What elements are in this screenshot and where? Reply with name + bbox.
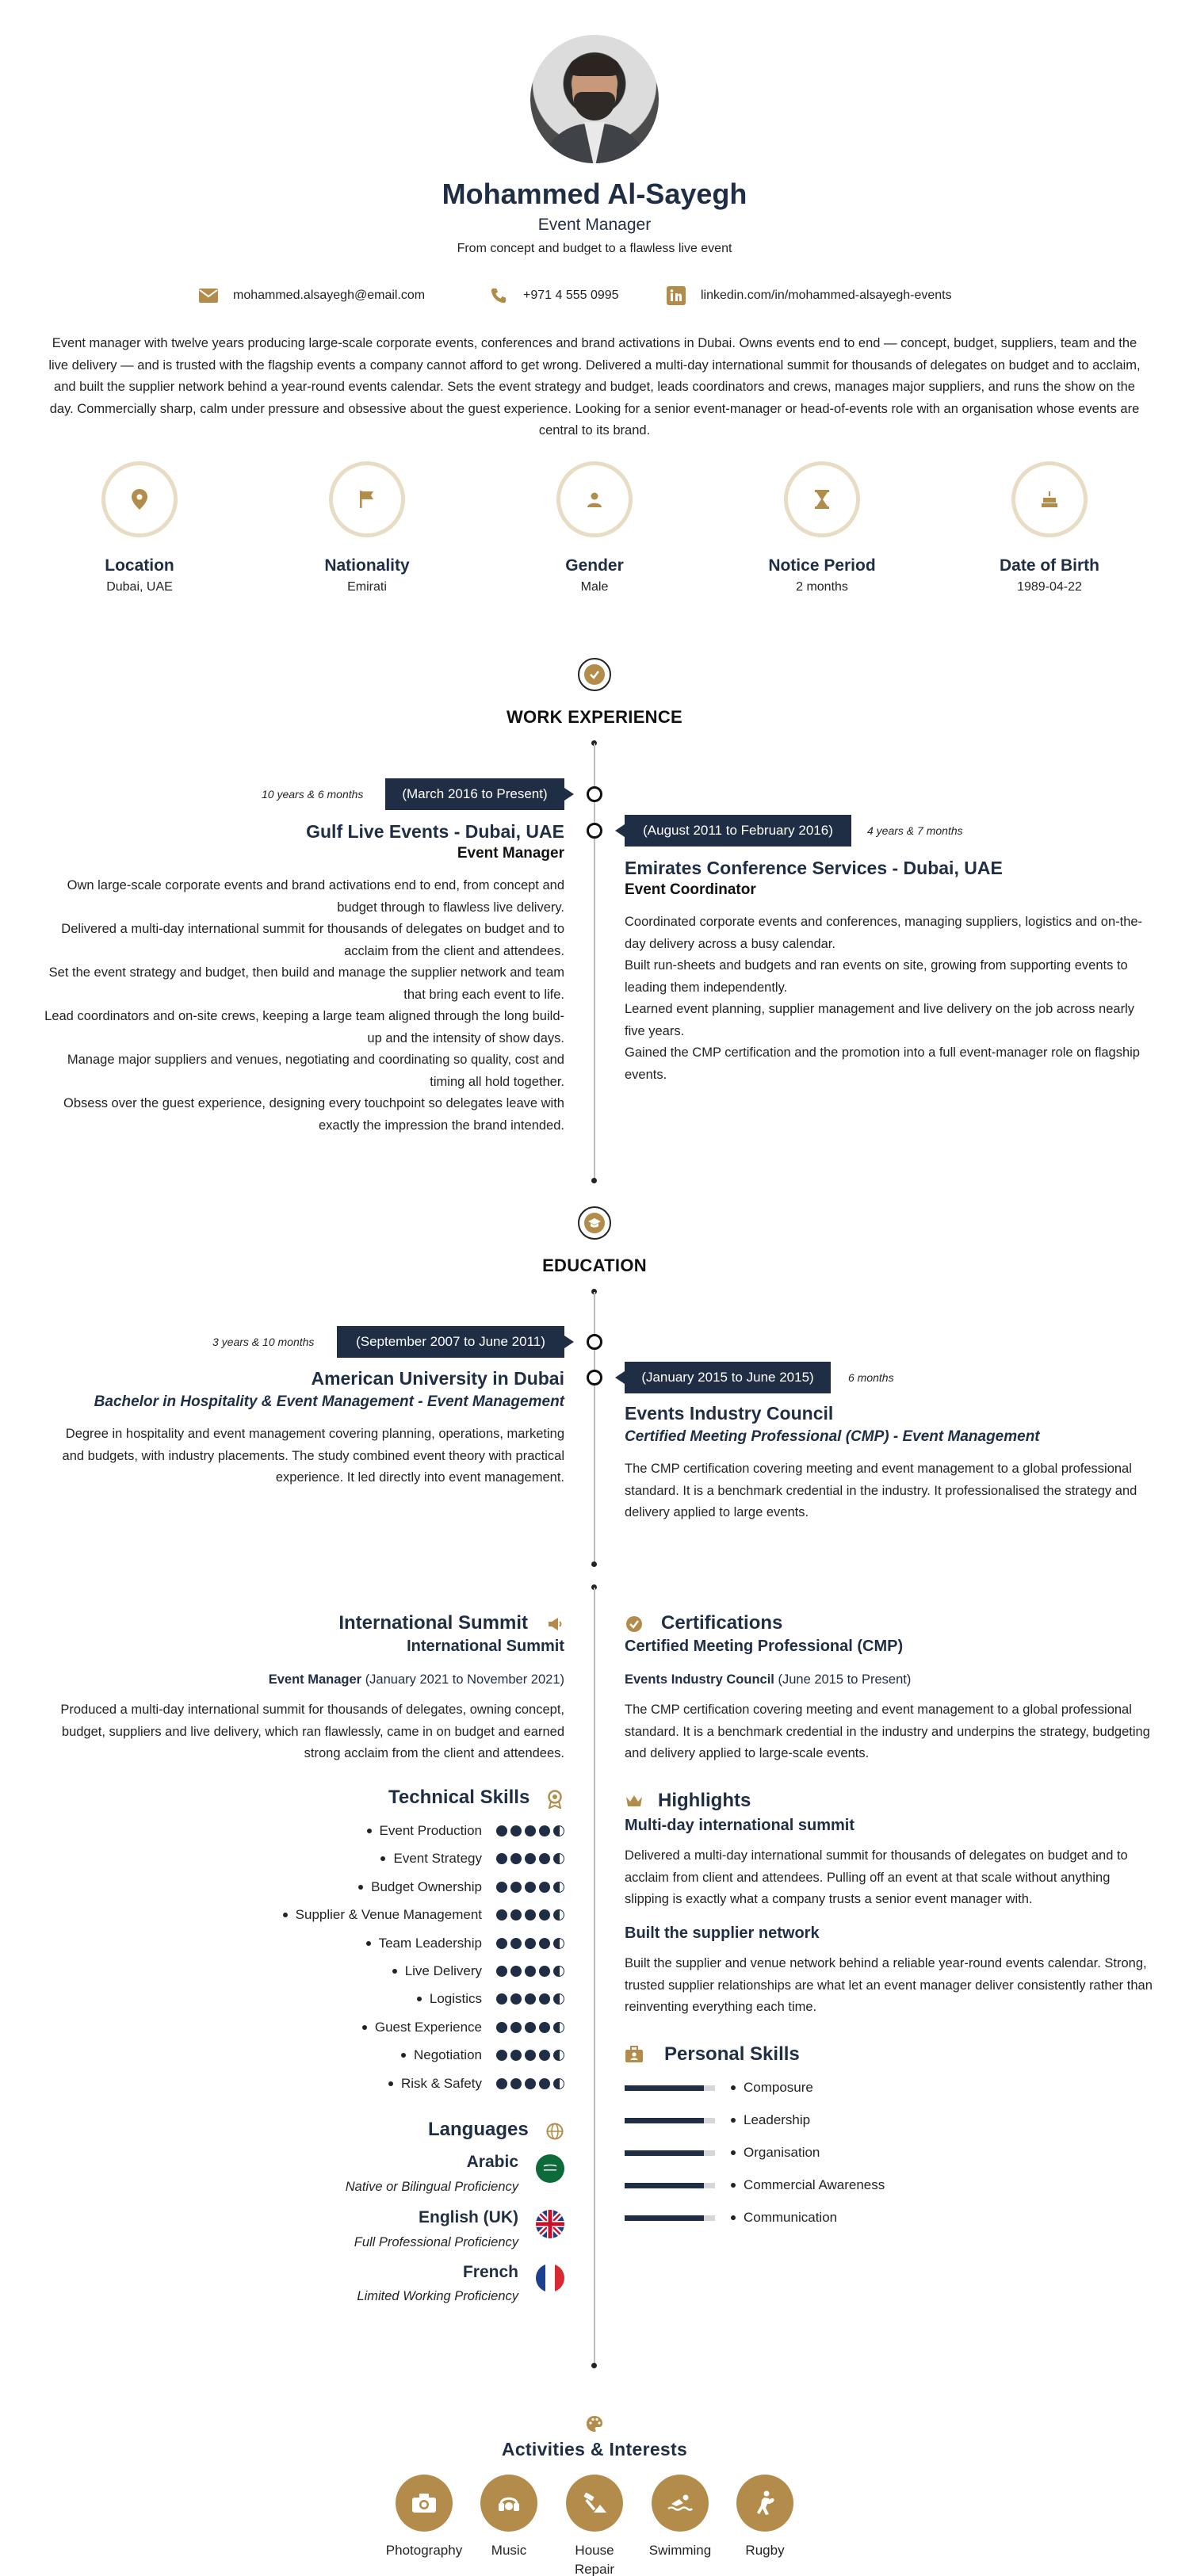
contact-phone[interactable] [488, 285, 619, 306]
linkedin-icon [666, 285, 686, 306]
certifications-heading: Certifications [661, 1612, 783, 1634]
bullet-icon [731, 2215, 736, 2220]
swimming-icon [667, 2493, 694, 2513]
rating-dot [525, 1966, 536, 1977]
rating-dot [525, 2050, 536, 2061]
edu-degree: Bachelor in Hospitality & Event Management - Event Management [94, 1393, 564, 1410]
megaphone-icon [545, 1615, 564, 1634]
rating-dot [525, 1993, 536, 2005]
skill-rating [496, 1853, 564, 1864]
technical-skill-name: Budget Ownership [371, 1878, 482, 1894]
candidate-role: Event Manager [537, 216, 652, 234]
rating-dot [553, 1966, 564, 1977]
fact-value: Emirati [347, 580, 387, 594]
technical-skill-row [283, 1905, 564, 1924]
personal-skill-row [625, 2176, 885, 2195]
job-bullet: Set the event strategy and budget, then build and manage the supplier network and team that bring each event to life. [48, 965, 564, 1002]
fact-nationality [288, 461, 446, 594]
skill-rating [496, 1938, 564, 1949]
project-description: Produced a multi-day international summit for thousands of delegates, owning concept, budget, suppliers and live delivery, which ran flawlessly, came in on budget and earned strong acclaim from the client and attendees. [60, 1703, 564, 1760]
language-level: Limited Working Proficiency [357, 2289, 518, 2303]
technical-skills-heading: Technical Skills [388, 1787, 530, 1808]
language-name: English (UK) [419, 2208, 518, 2226]
interest-rugby [721, 2475, 809, 2560]
edu-school: American University in Dubai [311, 1368, 564, 1389]
skill-level-bar [625, 2150, 715, 2156]
music-icon [496, 2491, 522, 2515]
languages-heading: Languages [428, 2119, 529, 2140]
bullet-icon [392, 1969, 397, 1974]
job-duration: 10 years & 6 months [262, 788, 364, 801]
resume-header [0, 0, 1189, 460]
bullet-icon [731, 2150, 736, 2155]
rating-dot [525, 1882, 536, 1893]
contact-linkedin[interactable] [666, 285, 952, 306]
skill-rating [496, 1882, 564, 1893]
technical-skill-row [392, 1962, 564, 1981]
education-timeline-line [594, 1292, 595, 1565]
palette-icon [585, 2414, 604, 2433]
rating-dot [525, 2078, 536, 2089]
rating-dot [525, 2022, 536, 2033]
language-level: Full Professional Proficiency [354, 2235, 518, 2249]
quick-facts [0, 461, 1189, 604]
technical-skill-name: Event Production [379, 1823, 482, 1838]
fact-value: Male [580, 580, 609, 594]
globe-icon [545, 2122, 564, 2141]
rating-dot [553, 1938, 564, 1949]
rating-dot [510, 1966, 522, 1977]
job-bullet: Built run-sheets and budgets and ran events on site, growing from supporting events to leading them independently. [625, 958, 1128, 995]
technical-skill-name: Negotiation [413, 2047, 482, 2063]
rating-dot [496, 1938, 507, 1949]
work-timeline-line [594, 743, 595, 1181]
language-name: Arabic [466, 2153, 518, 2171]
rating-dot [553, 2050, 564, 2061]
contact-email[interactable] [198, 285, 425, 306]
project-role: Event Manager [268, 1672, 362, 1687]
skill-rating [496, 2050, 564, 2061]
briefcase-person-icon [625, 2045, 644, 2064]
bullet-icon [401, 2053, 406, 2058]
certification-description: The CMP certification covering meeting and event management to a global professional standard. It is a benchmark credential in the industry and underpins the strategy, budgeting and delivery applied to large-scale events. [625, 1703, 1150, 1760]
highlight-title: Built the supplier network [625, 1924, 820, 1942]
language-level: Native or Bilingual Proficiency [345, 2180, 518, 2194]
hourglass-icon [815, 490, 829, 509]
skill-level-fill [625, 2085, 704, 2091]
skill-rating [496, 2078, 564, 2089]
rating-dot [553, 1909, 564, 1921]
personal-skill-row [625, 2111, 810, 2130]
job-position: Event Coordinator [625, 881, 756, 898]
rating-dot [496, 1993, 507, 2005]
education-section-title: EDUCATION [542, 1256, 647, 1275]
rating-dot [510, 1882, 522, 1893]
edu-school: Events Industry Council [625, 1403, 834, 1424]
job-bullet: Learned event planning, supplier management and live delivery on the job across nearly five years. [625, 1002, 1134, 1038]
bullet-icon [731, 2118, 736, 2123]
highlight-text: Built the supplier and venue network behind a reliable year-round events calendar. Strong, trusted supplier relationships are what let an event manager deliver consistently rather than reinventing everything each time. [625, 1956, 1153, 2014]
bullet-icon [380, 1856, 385, 1861]
work-section-icon [578, 658, 611, 691]
france-flag-icon [536, 2264, 564, 2292]
project-heading: International Summit [338, 1612, 528, 1634]
linkedin-text[interactable]: linkedin.com/in/mohammed-alsayegh-events [701, 289, 952, 302]
job-dates: (March 2016 to Present) [385, 778, 564, 810]
interest-swimming [637, 2475, 724, 2560]
work-section-title: WORK EXPERIENCE [506, 707, 683, 727]
rating-dot [539, 1853, 550, 1864]
job-bullet: Manage major suppliers and venues, negotiating and coordinating so quality, cost and timing all hold together. [67, 1053, 564, 1089]
rating-dot [496, 2022, 507, 2033]
interest-label: House Repair [574, 2543, 615, 2576]
personal-skill-name: Composure [744, 2080, 813, 2095]
skill-rating [496, 1966, 564, 1977]
technical-skill-row [366, 1934, 564, 1953]
job-description [32, 875, 564, 1137]
skill-level-bar [625, 2215, 715, 2221]
rating-dot [539, 1882, 550, 1893]
rating-dot [510, 2022, 522, 2033]
bullet-icon [731, 2085, 736, 2090]
job-duration: 4 years & 7 months [867, 824, 963, 837]
rating-dot [539, 1909, 550, 1921]
check-badge-icon [625, 1615, 644, 1634]
personal-skills-heading: Personal Skills [664, 2043, 800, 2065]
job-bullet: Lead coordinators and on-site crews, keeping a large team aligned through the long build-up and the intensity of show days. [44, 1009, 564, 1045]
fact-label: Nationality [324, 556, 410, 575]
email-text[interactable]: mohammed.alsayegh@email.com [233, 289, 426, 302]
rating-dot [510, 1938, 522, 1949]
rating-dot [510, 1993, 522, 2005]
rating-dot [525, 1853, 536, 1864]
rating-dot [553, 2078, 564, 2089]
saudi-flag-icon [536, 2154, 564, 2183]
profile-photo [530, 35, 659, 163]
personal-skill-name: Organisation [744, 2145, 820, 2160]
skill-level-bar [625, 2183, 715, 2188]
rating-dot [510, 2078, 522, 2089]
personal-skill-name: Leadership [744, 2112, 811, 2127]
rating-dot [510, 1909, 522, 1921]
timeline-node [587, 823, 602, 839]
certification-issuer-line [625, 1672, 911, 1687]
profile-summary: Event manager with twelve years producing large-scale corporate events, conferences and brand activations in Dubai. Owns events end to end — concept, budget, suppliers, team and the live delivery — and is trusted with the flagship events a company cannot afford to get wrong. Delivered a multi-day international summit for thousands of delegates on budget and to acclaim, and built the supplier network behind a year-round events calendar. Sets the event strategy and budget, leads coordinators and crews, manages major suppliers, and runs the show on the day. Commercially sharp, calm under pressure and obsessive about the guest experience. Looking for a senior event-manager or head-of-events role with an organisation whose events are central to its brand. [48, 336, 1141, 438]
rating-dot [539, 2050, 550, 2061]
rating-dot [510, 2050, 522, 2061]
edu-duration: 3 years & 10 months [212, 1336, 315, 1348]
job-bullet: Coordinated corporate events and conferences, managing suppliers, logistics and on-the-day delivery across a busy calendar. [625, 915, 1143, 951]
person-icon [587, 491, 602, 507]
interest-label: Swimming [648, 2543, 712, 2558]
rating-dot [539, 2078, 550, 2089]
rating-dot [496, 2078, 507, 2089]
job-bullet: Own large-scale corporate events and brand activations end to end, from concept and budget through to flawless live delivery. [67, 878, 564, 915]
edu-description: Degree in hospitality and event management covering planning, operations, marketing and budgets, with industry placements. The study combined event theory with practical experience. It led directly into event management. [62, 1427, 564, 1485]
bullet-icon [362, 2025, 367, 2030]
fact-value: 1989-04-22 [1017, 580, 1082, 594]
technical-skill-name: Event Strategy [393, 1851, 482, 1867]
fact-label: Date of Birth [1000, 556, 1099, 575]
rating-dot [496, 1909, 507, 1921]
lower-divider-line [594, 1588, 595, 2364]
edu-description: The CMP certification covering meeting and event management to a global professional standard. It is a benchmark credential in the industry. It professionalised the strategy and delivery applied to large events. [625, 1462, 1137, 1519]
technical-skill-name: Live Delivery [404, 1963, 482, 1978]
bullet-icon [417, 1997, 422, 2001]
skill-level-fill [625, 2118, 704, 2123]
fact-label: Gender [565, 556, 624, 575]
cake-icon [1040, 490, 1059, 509]
rating-dot [496, 1882, 507, 1893]
skill-level-fill [625, 2150, 704, 2156]
interest-music [465, 2475, 552, 2560]
interest-label: Photography [385, 2543, 463, 2558]
timeline-node [587, 1370, 602, 1385]
rating-dot [553, 1825, 564, 1836]
edu-dates: (September 2007 to June 2011) [337, 1326, 564, 1358]
rating-dot [553, 2022, 564, 2033]
fact-date-of-birth [970, 461, 1129, 594]
rating-dot [539, 1938, 550, 1949]
bullet-icon [358, 1885, 363, 1890]
envelope-icon [198, 285, 219, 306]
skill-rating [496, 1993, 564, 2005]
timeline-dot [591, 1561, 597, 1567]
rating-dot [553, 1882, 564, 1893]
skill-level-fill [625, 2183, 704, 2188]
timeline-node [587, 786, 602, 802]
bullet-icon [283, 1913, 288, 1917]
fact-label: Notice Period [768, 556, 876, 575]
highlights-heading: Highlights [658, 1790, 751, 1811]
job-bullet: Gained the CMP certification and the promotion into a full event-manager role on flagship events. [625, 1045, 1140, 1082]
rating-dot [496, 2050, 507, 2061]
rating-dot [510, 1853, 522, 1864]
personal-skill-row [625, 2208, 837, 2227]
technical-skill-name: Supplier & Venue Management [295, 1907, 482, 1923]
award-ribbon-icon [545, 1790, 564, 1809]
rating-dot [539, 1966, 550, 1977]
edu-duration: 6 months [848, 1371, 894, 1384]
fact-location [60, 461, 219, 594]
project-dates: (January 2021 to November 2021) [365, 1672, 564, 1687]
job-description [625, 912, 1157, 1086]
rating-dot [496, 1825, 507, 1836]
personal-skill-name: Communication [744, 2210, 838, 2225]
skill-level-bar [625, 2085, 715, 2091]
timeline-dot [591, 2363, 597, 2368]
certification-name: Certified Meeting Professional (CMP) [625, 1638, 904, 1655]
rating-dot [525, 1825, 536, 1836]
flag-icon [358, 490, 376, 509]
project-role-line [159, 1672, 564, 1687]
job-company: Gulf Live Events - Dubai, UAE [306, 821, 564, 842]
phone-text[interactable]: +971 4 555 0995 [523, 289, 619, 302]
rating-dot [553, 1853, 564, 1864]
candidate-tagline: From concept and budget to a flawless live event [457, 242, 732, 255]
job-company: Emirates Conference Services - Dubai, UAE [625, 858, 1003, 878]
crown-icon [625, 1791, 644, 1810]
badge-check-icon [589, 669, 600, 680]
rating-dot [510, 1825, 522, 1836]
rating-dot [496, 1853, 507, 1864]
skill-rating [496, 2022, 564, 2033]
bullet-icon [367, 1829, 372, 1833]
education-section-icon [578, 1206, 611, 1240]
language-name: French [462, 2263, 518, 2281]
certification-dates: (June 2015 to Present) [778, 1672, 912, 1687]
personal-skill-row [625, 2078, 813, 2097]
skill-rating [496, 1909, 564, 1921]
technical-skill-row [362, 2018, 564, 2037]
skill-level-fill [625, 2215, 704, 2221]
personal-skill-row [625, 2143, 820, 2162]
interest-label: Music [491, 2543, 527, 2558]
personal-skill-name: Commercial Awareness [744, 2177, 885, 2192]
job-bullet: Delivered a multi-day international summit for thousands of delegates on budget and to acclaim from the client and attendees. [61, 922, 564, 958]
rugby-icon [755, 2490, 775, 2516]
phone-icon [488, 285, 509, 306]
interest-label: Rugby [745, 2543, 785, 2558]
timeline-dot [591, 1178, 597, 1183]
bullet-icon [366, 1941, 371, 1946]
fact-value: Dubai, UAE [106, 580, 173, 594]
project-name: International Summit [407, 1638, 564, 1655]
fact-notice-period [743, 461, 901, 594]
interest-house-repair [551, 2475, 638, 2576]
highlight-title: Multi-day international summit [625, 1817, 855, 1834]
timeline-node [587, 1334, 602, 1350]
edu-degree: Certified Meeting Professional (CMP) - Event Management [625, 1428, 1040, 1445]
camera-icon [411, 2493, 437, 2513]
technical-skill-row [380, 1849, 564, 1868]
contact-bar [0, 285, 1189, 309]
technical-skill-row [367, 1821, 564, 1840]
candidate-name: Mohammed Al-Sayegh [442, 178, 747, 210]
bullet-icon [388, 2081, 393, 2086]
rating-dot [539, 1825, 550, 1836]
technical-skill-name: Team Leadership [378, 1935, 482, 1951]
fact-gender [515, 461, 674, 594]
skill-level-bar [625, 2118, 715, 2123]
graduation-cap-icon [588, 1217, 601, 1229]
location-pin-icon [131, 489, 148, 510]
technical-skill-row [358, 1878, 564, 1897]
hammer-icon [581, 2492, 608, 2514]
job-dates: (August 2011 to February 2016) [625, 815, 851, 847]
rating-dot [525, 1909, 536, 1921]
technical-skill-row [417, 1989, 564, 2008]
fact-value: 2 months [796, 580, 848, 594]
highlight-text: Delivered a multi-day international summit for thousands of delegates on budget and to acclaim from client and attendees. Pulling off an event at that scale without anything slipping is exactly what a company trusts a senior event manager with. [625, 1848, 1128, 1906]
uk-flag-icon [536, 2210, 564, 2238]
skill-rating [496, 1825, 564, 1836]
technical-skill-row [401, 2046, 564, 2065]
certification-issuer: Events Industry Council [625, 1672, 774, 1687]
job-position: Event Manager [457, 845, 564, 862]
job-bullet: Obsess over the guest experience, designing every touchpoint so delegates leave with exactly the impression the brand intended. [63, 1096, 564, 1133]
bullet-icon [731, 2183, 736, 2188]
rating-dot [553, 1993, 564, 2005]
technical-skill-row [388, 2074, 564, 2093]
rating-dot [496, 1966, 507, 1977]
edu-dates: (January 2015 to June 2015) [625, 1362, 831, 1393]
rating-dot [539, 1993, 550, 2005]
rating-dot [539, 2022, 550, 2033]
interests-heading: Activities & Interests [501, 2439, 688, 2459]
fact-label: Location [105, 556, 174, 575]
interest-photography [380, 2475, 468, 2560]
technical-skill-name: Guest Experience [374, 2019, 482, 2035]
rating-dot [525, 1938, 536, 1949]
technical-skill-name: Risk & Safety [400, 2075, 482, 2091]
technical-skill-name: Logistics [429, 1991, 482, 2007]
